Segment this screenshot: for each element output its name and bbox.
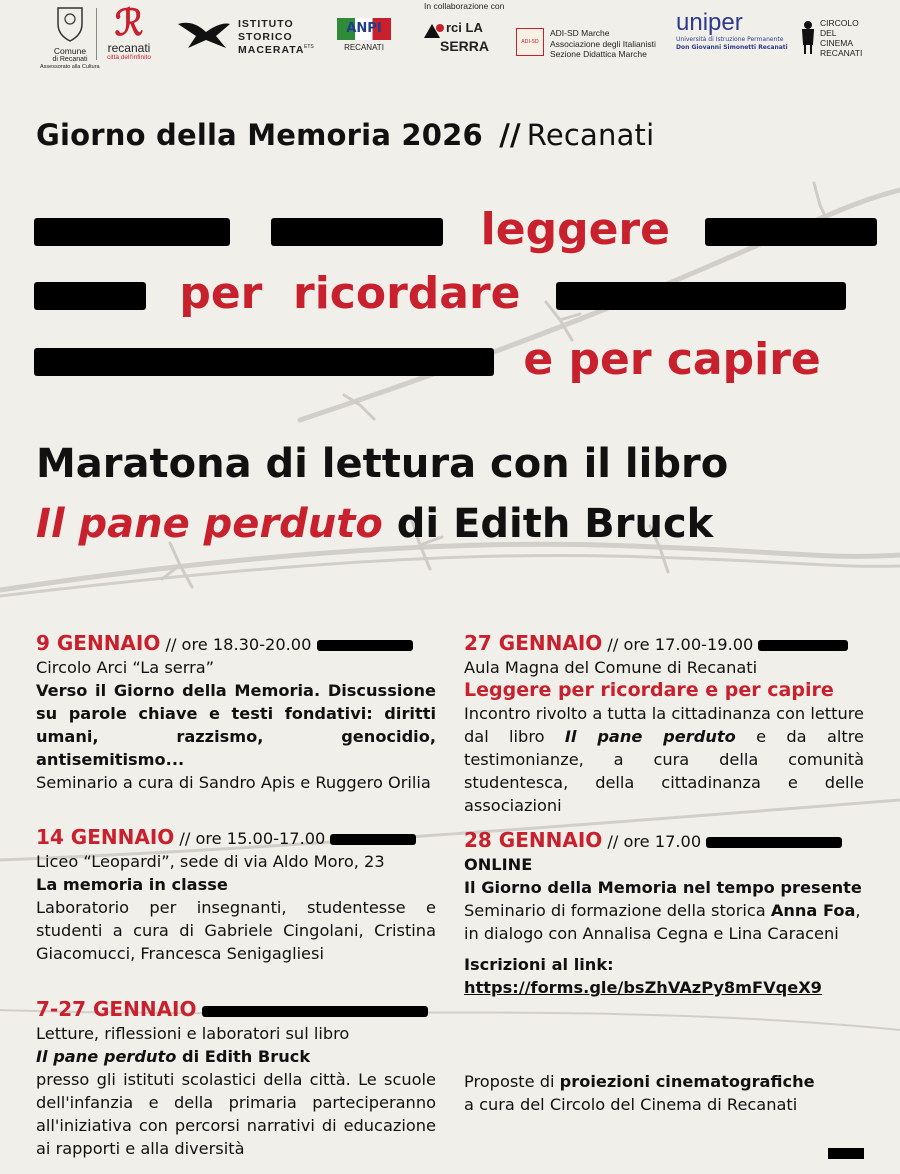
event-desc: Laboratorio per insegnanti, studentesse e studenti a cura di Gabriele Cingolani, Cristina Giacomucci, Francesca Senigagliesi (36, 898, 436, 963)
recanati-name: recanati (107, 41, 151, 55)
event-time: // ore 17.00-19.00 (602, 635, 759, 654)
circolo-line2: DEL (820, 28, 837, 38)
title-city: Recanati (526, 118, 655, 152)
event-time: // ore 18.30-20.00 (160, 635, 317, 654)
event-27-gennaio (464, 632, 864, 817)
event-desc-b: e da altre testimonianze, a cura della comunità studentesca, della cittadinanza e delle associazioni (464, 727, 864, 815)
adi-line1: ADI-SD Marche (550, 28, 610, 38)
event-line: Letture, riflessioni e laboratori sul libro (36, 1024, 350, 1043)
logo-comune (40, 4, 100, 71)
headline-line-3 (34, 334, 821, 385)
recanati-tagline: città dell'infinito (107, 54, 151, 61)
istituto-line2: STORICO (238, 31, 293, 43)
event-speaker: Anna Foa (770, 901, 856, 920)
uniper-line1: Università di Istruzione Permanente (676, 36, 784, 43)
cinema-proposals (464, 1070, 864, 1116)
redaction-bar (828, 1148, 864, 1159)
redaction-bar (330, 834, 416, 844)
logo-adi-sd (516, 24, 666, 60)
event-book-title: Il pane perduto (564, 727, 736, 746)
event-desc-a: Seminario di formazione della storica (464, 901, 771, 920)
cinema-line-a: Proposte di (464, 1072, 560, 1091)
maratona-line-2 (36, 501, 713, 547)
adi-badge-icon: ADI-SD (516, 28, 544, 56)
event-date: 14 GENNAIO (36, 825, 175, 849)
comune-crest-icon (55, 4, 85, 42)
redaction-bar (705, 218, 877, 245)
arci-line2: SERRA (440, 38, 490, 54)
circolo-line4: RECANATI (820, 48, 863, 58)
arci-line1: rci LA (446, 20, 483, 35)
adi-line2: Associazione degli Italianisti (550, 38, 656, 49)
redaction-bar (556, 282, 846, 309)
istituto-ets: ETS (304, 44, 314, 50)
event-14-gennaio (36, 826, 436, 965)
event-book-author: di Edith Bruck (176, 1047, 311, 1066)
logo-istituto-storico (176, 16, 316, 60)
event-place: Liceo “Leopardi”, sede di via Aldo Moro, 23 (36, 852, 385, 871)
uniper-name: uniper (676, 9, 743, 36)
circolo-line1: CIRCOLO (820, 18, 859, 28)
headline-word-leggere: leggere (480, 204, 670, 255)
anpi-flag-icon (337, 18, 391, 40)
comune-sub2: Assessorato alla Cultura (40, 64, 100, 70)
event-title: Il Giorno della Memoria nel tempo presente (464, 878, 862, 897)
event-title: Leggere per ricordare e per capire (464, 679, 834, 701)
circolo-figure-icon (800, 20, 816, 56)
redaction-bar (34, 348, 494, 375)
anpi-city: RECANATI (344, 43, 384, 52)
recanati-r-icon: ℛ (114, 3, 144, 43)
title-separator: // (499, 118, 521, 152)
page-title (36, 118, 654, 152)
headline-word-capire: e per capire (523, 334, 821, 385)
event-place: Circolo Arci “La serra” (36, 658, 215, 677)
uniper-line2: Don Giovanni Simonetti Recanati (676, 44, 788, 51)
circolo-line3: CINEMA (820, 38, 854, 48)
event-mode: ONLINE (464, 855, 533, 874)
event-desc-b: , in dialogo con Annalisa Cegna e Lina Caraceni (464, 901, 861, 943)
logo-recanati (100, 4, 158, 62)
logo-anpi (336, 18, 392, 56)
event-book-title: Il pane perduto (36, 1047, 177, 1066)
headline-word-ricordare: per ricordare (179, 268, 521, 319)
event-title: La memoria in classe (36, 875, 228, 894)
cinema-line-2: a cura del Circolo del Cinema di Recanati (464, 1095, 798, 1114)
adi-line3: Sezione Didattica Marche (550, 49, 647, 59)
logo-divider (96, 8, 97, 60)
event-desc-a: Incontro rivolto a tutta la cittadinanza con letture dal libro (464, 704, 864, 746)
event-date: 28 GENNAIO (464, 828, 603, 852)
cinema-line-b: proiezioni cinematografiche (559, 1072, 815, 1091)
redaction-bar (271, 218, 443, 245)
comune-name: Comune (53, 46, 87, 56)
event-time: // ore 15.00-17.00 (174, 829, 331, 848)
signup-link[interactable]: https://forms.gle/bsZhVAzPy8mFVqeX9 (464, 978, 822, 997)
maratona-book-title: Il pane perduto (36, 501, 383, 547)
event-date: 9 GENNAIO (36, 631, 161, 655)
event-desc: presso gli istituti scolastici della città. Le scuole dell'infanzia e della primaria parteciperanno all'iniziativa con percorsi narrativi di educazione ai rapporti e alla diversità (36, 1070, 436, 1158)
redaction-bar (317, 640, 413, 650)
redaction-bar (34, 282, 146, 309)
headline-line-2 (34, 268, 846, 319)
event-9-gennaio (36, 632, 436, 794)
logo-uniper (676, 10, 788, 52)
logo-circolo-cinema (800, 18, 870, 60)
event-28-gennaio (464, 829, 864, 999)
event-date: 7-27 GENNAIO (36, 997, 197, 1021)
event-date: 27 GENNAIO (464, 631, 603, 655)
headline-line-1 (34, 204, 877, 255)
maratona-author: di Edith Bruck (382, 501, 714, 547)
comune-sub1: di Recanati (52, 56, 88, 63)
redaction-bar (34, 218, 230, 245)
redaction-bar (202, 1006, 428, 1016)
event-title: Verso il Giorno della Memoria. Discussione su parole chiave e testi fondativi: diritti umani, razzismo, genocidio, antisemitismo... (36, 681, 436, 769)
istituto-line1: ISTITUTO (238, 18, 294, 30)
redaction-bar (706, 837, 842, 847)
istituto-line3: MACERATA (238, 44, 305, 56)
signup-label: Iscrizioni al link: (464, 955, 614, 974)
anpi-name: ANPI (346, 21, 382, 36)
title-main: Giorno della Memoria 2026 (36, 118, 483, 152)
event-place: Aula Magna del Comune di Recanati (464, 658, 758, 677)
collab-label: In collaborazione con (424, 1, 505, 11)
maratona-line-1: Maratona di lettura con il libro (36, 441, 729, 487)
redaction-bar (758, 640, 848, 650)
istituto-figure-icon (176, 18, 232, 52)
event-time: // ore 17.00 (602, 832, 707, 851)
event-desc: Seminario a cura di Sandro Apis e Ruggero Orilia (36, 773, 431, 792)
event-7-27-gennaio (36, 998, 436, 1160)
